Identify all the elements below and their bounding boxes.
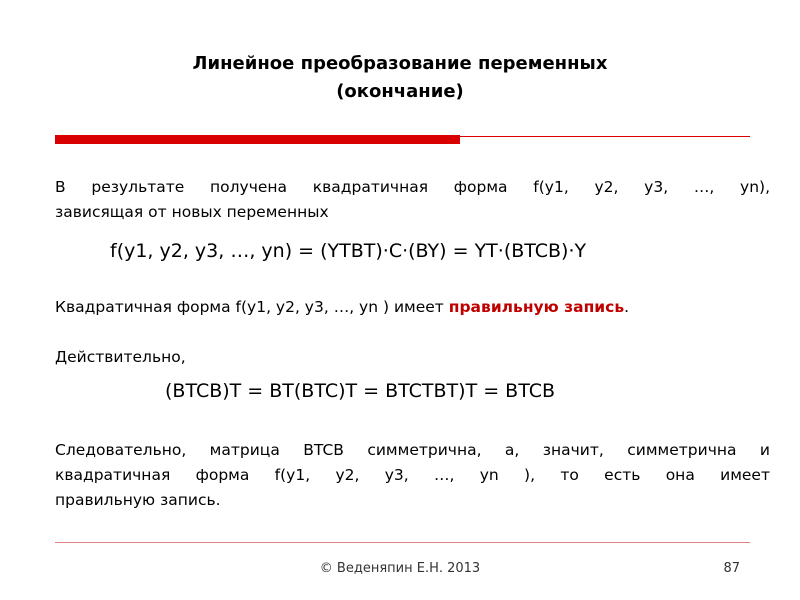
formula-symmetry: (BTCB)T = BT(BTC)T = BTCTBT)T = BTCB xyxy=(165,380,556,402)
formula-quadratic-form: f(y1, y2, y3, …, yn) = (YTBT)·C·(BY) = YT·(BTCB)·Y xyxy=(110,240,587,262)
paragraph-intro-line-1: В результате получена квадратичная форма f(y1, y2, y3, …, yn), xyxy=(55,178,770,196)
paragraph-correct-form xyxy=(55,295,770,320)
highlight-correct-form: правильную запись xyxy=(448,298,625,316)
paragraph-conclusion-line-1: Следовательно, матрица BTCB симметрична, а, значит, симметрична и xyxy=(55,441,770,459)
footer-divider xyxy=(55,542,750,543)
slide-title xyxy=(0,50,800,106)
footer-copyright: © Веденяпин Е.Н. 2013 xyxy=(319,561,481,576)
paragraph-conclusion xyxy=(55,438,770,513)
paragraph-intro-line-2: зависящая от новых переменных xyxy=(55,203,329,221)
paragraph-conclusion-line-2: квадратичная форма f(y1, y2, y3, …, yn ), то есть она имеет xyxy=(55,466,770,484)
title-underline-thin xyxy=(460,136,750,137)
page-number: 87 xyxy=(723,561,740,576)
title-line-1: Линейное преобразование переменных xyxy=(192,53,608,74)
title-underline-thick xyxy=(55,135,460,144)
paragraph-indeed: Действительно, xyxy=(55,348,186,366)
paragraph-correct-form-text: Квадратичная форма f(y1, y2, y3, …, yn ) имеет xyxy=(55,298,449,316)
paragraph-conclusion-line-3: правильную запись. xyxy=(55,491,221,509)
paragraph-intro xyxy=(55,175,770,225)
paragraph-correct-form-end: . xyxy=(624,298,630,316)
title-line-2: (окончание) xyxy=(336,81,464,102)
